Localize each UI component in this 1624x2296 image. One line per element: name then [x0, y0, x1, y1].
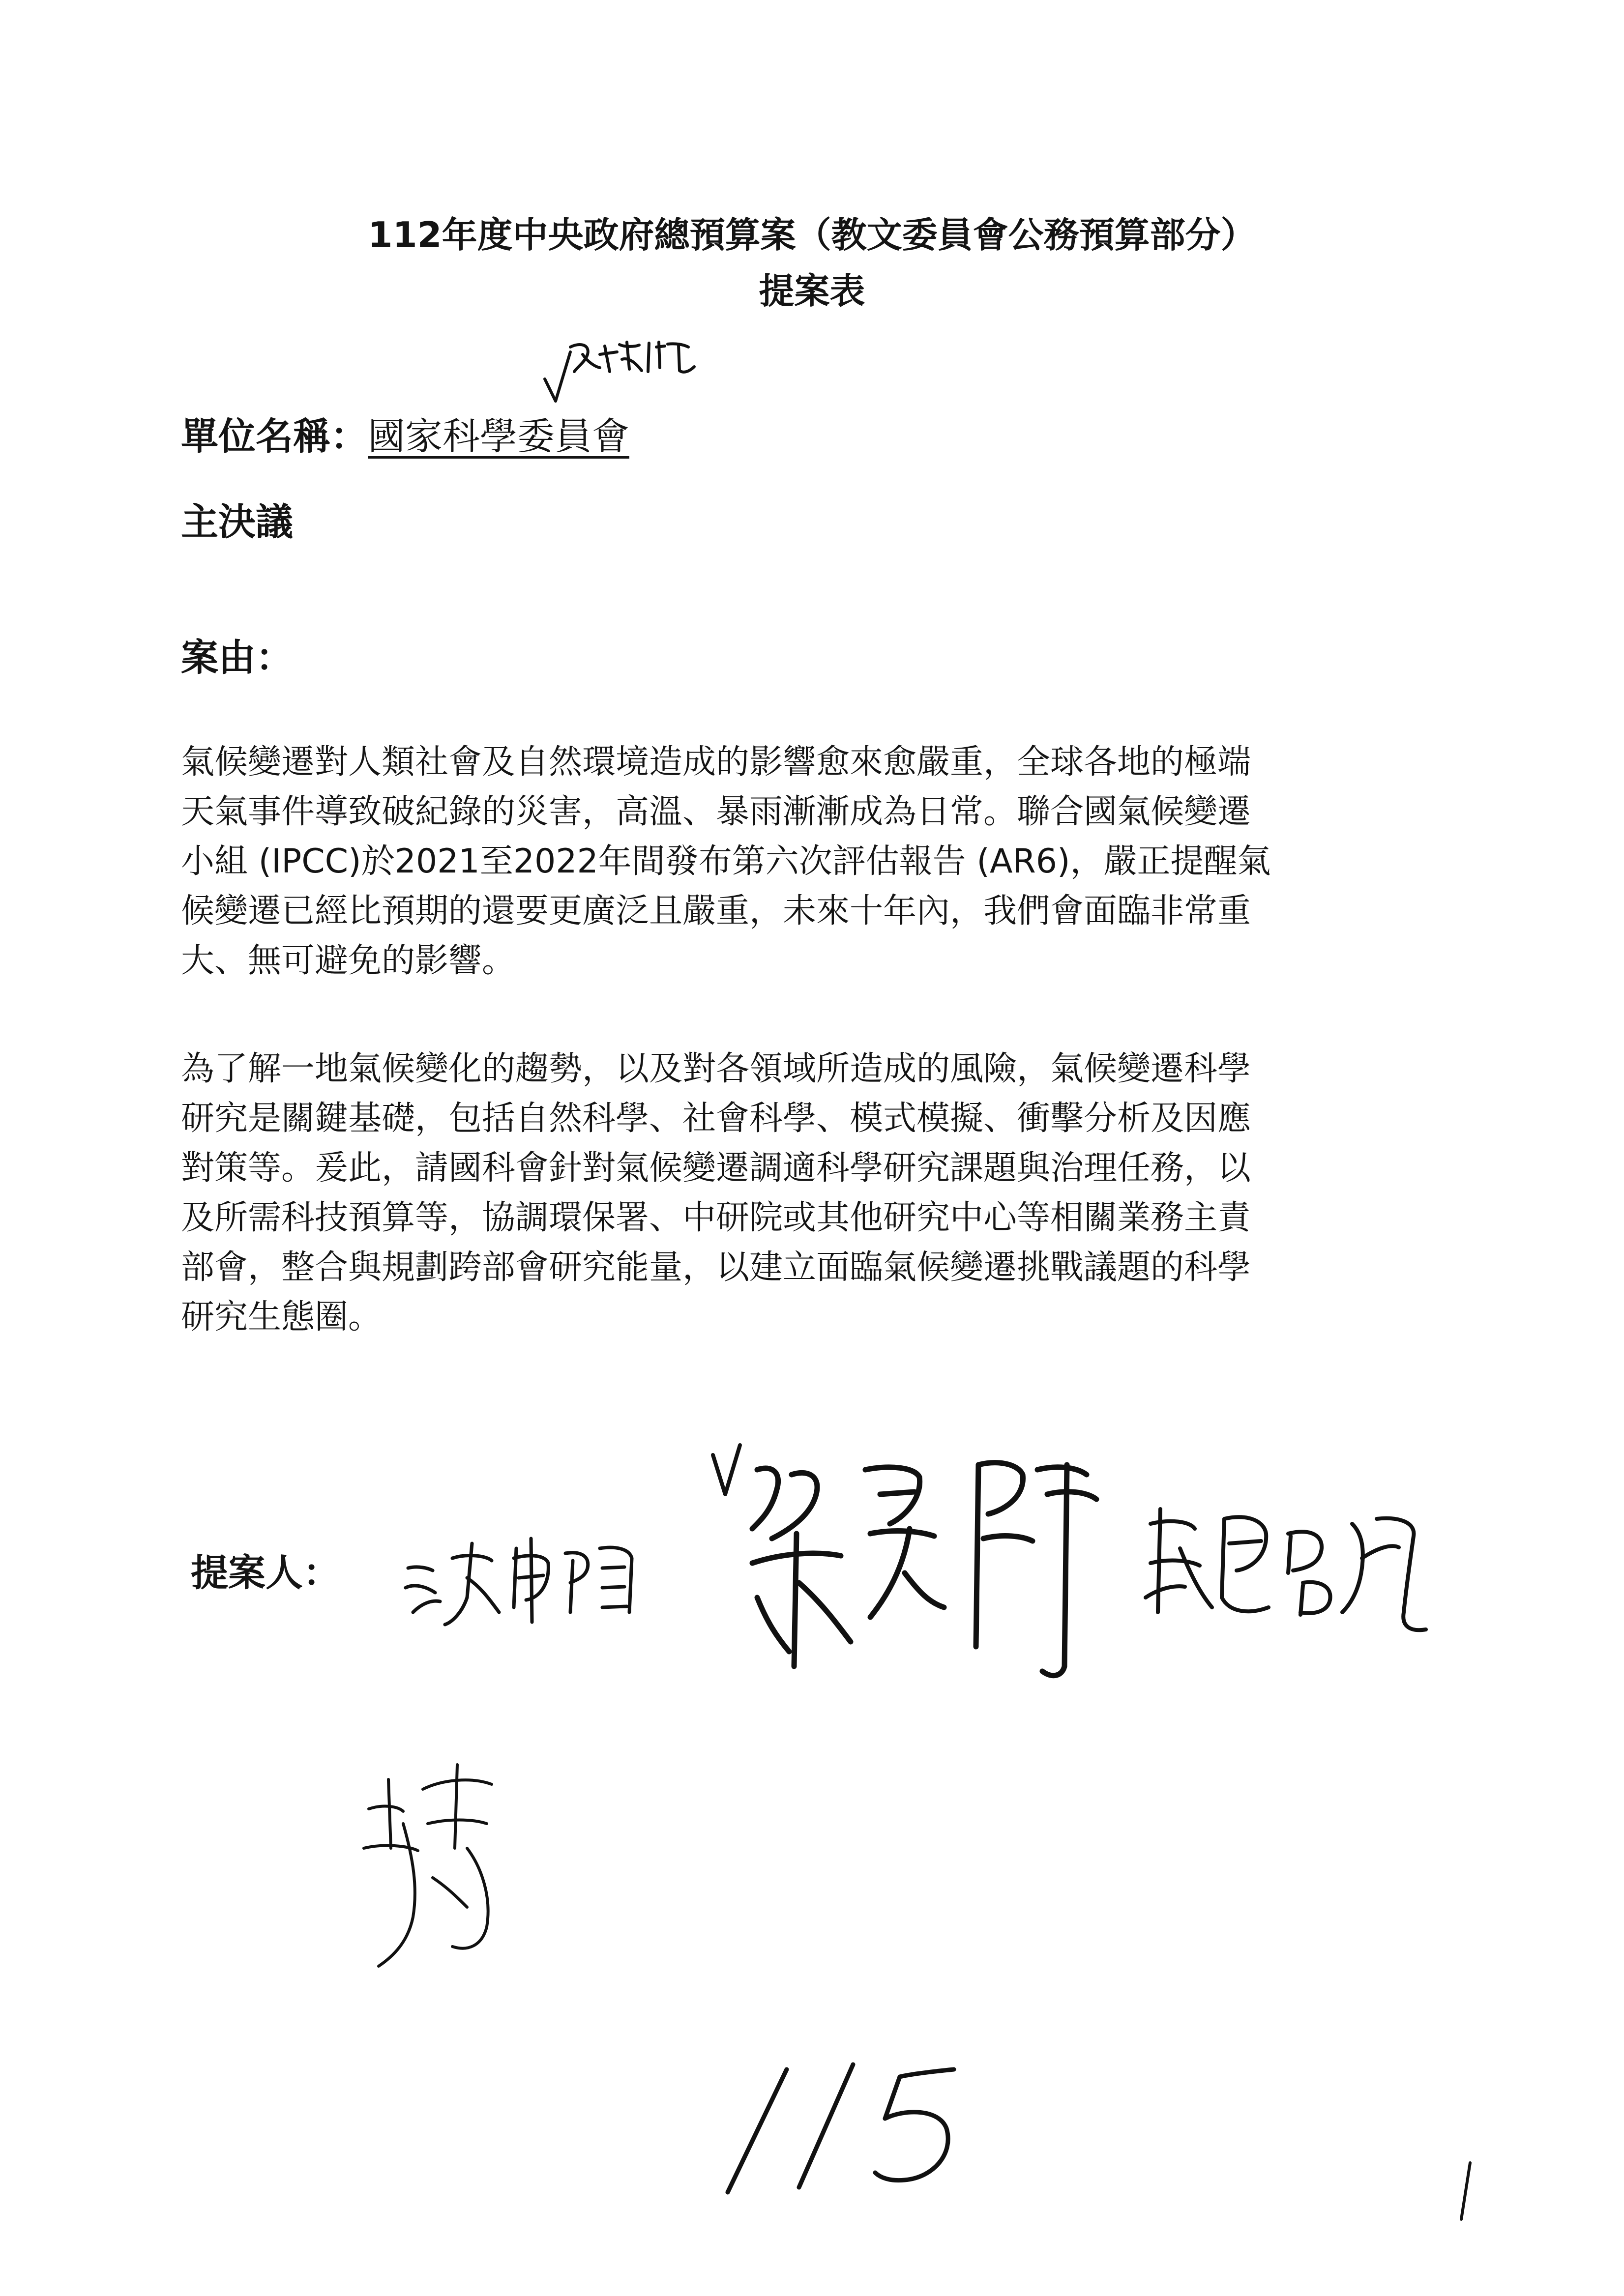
signature-4 [344, 1750, 551, 1981]
unit-row [181, 412, 629, 461]
reason-paragraph-1: 氣候變遷對人類社會及自然環境造成的影響愈來愈嚴重，全球各地的極端 天氣事件導致破紀錄的災害，高溫、暴雨漸漸成為日常。聯合國氣候變遷 小組 (IPCC)於2021至2022年間發布第六次評估報告 (AR6)，嚴正提醒氣 候變遷已經比預期的還要更廣泛且嚴重，未來十年內，我們會面臨非常重 大、無可避免的影響。 [181, 743, 1271, 980]
unit-name: 國家科學委員會 [368, 414, 629, 458]
reason-label: 案由： [181, 636, 293, 679]
reason-paragraph-2: 為了解一地氣候變化的趨勢，以及對各領域所造成的風險，氣候變遷科學 研究是關鍵基礎，包括自然科學、社會科學、模式模擬、衝擊分析及因應 對策等。爰此，請國科會針對氣候變遷調適科學研究課題與治理任務，以 及所需科技預算等，協調環保署、中研院或其他研究中心等相關業務主責 部會，整合與規劃跨部會研究能量，以建立面臨氣候變遷挑戰議題的科學 研究生態圈。 [181, 1049, 1251, 1337]
proposer-label: 提案人： [191, 1551, 340, 1595]
document-subtitle: 提案表 [759, 270, 865, 312]
main-resolution-label: 主決議 [181, 500, 293, 544]
handwritten-page-number [708, 2050, 983, 2217]
signature-3 [1131, 1489, 1446, 1652]
unit-label: 單位名稱： [181, 414, 368, 458]
document-title: 112年度中央政府總預算案（教文委員會公務預算部分） [368, 214, 1256, 256]
corner-mark [1450, 2158, 1480, 2227]
signature-2 [703, 1435, 1126, 1701]
handwritten-insert-mark [536, 332, 713, 411]
signature-1 [393, 1514, 688, 1642]
